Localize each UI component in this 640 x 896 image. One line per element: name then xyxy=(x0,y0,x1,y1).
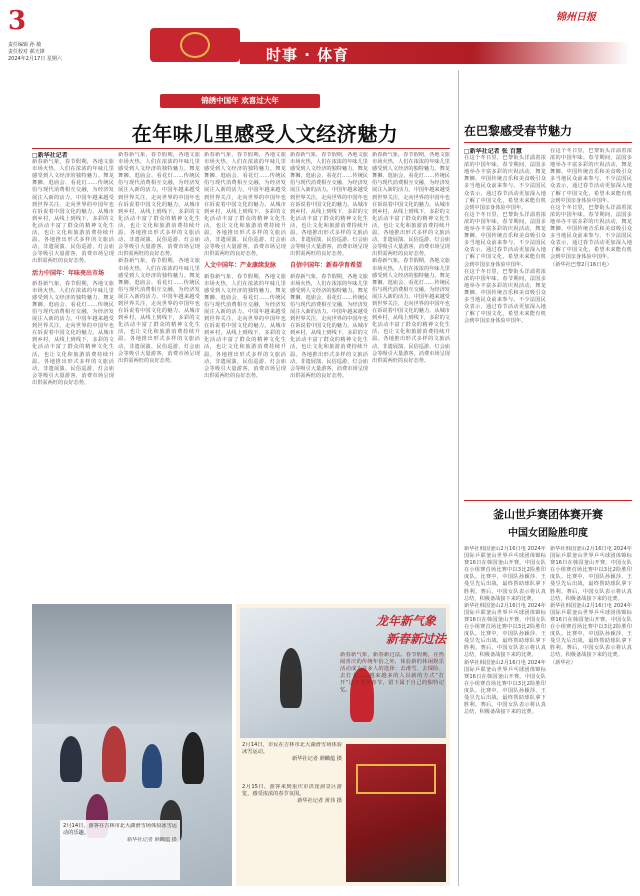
promo-block xyxy=(236,604,450,886)
divider xyxy=(464,142,632,143)
feature-ribbon: 锦绣中国年 欢喜过大年 xyxy=(160,94,320,108)
sports-title: 釜山世乒赛团体赛开赛 xyxy=(493,508,603,521)
photo-caption: 2月14日，游客在吉林市北大湖滑雪场体验冰雪运动的乐趣。 新华社记者 颜麟蕴 摄 xyxy=(60,820,180,880)
sports-col-1: 新华社韩国釜山2月16日电 2024年国际乒联釜山世界乒乓球团体锦标赛16日在韩国釜山开赛。中国女队在小组赛首场比赛中以3比2险胜印度队。比赛中，中国队孙颖莎、王曼昱先后出战，最终帮助球队拿下胜利。赛后，中国女队表示将认真总结，积极备战接下来的比赛。 新华社韩国釜山2月16日电 2024年国际乒联釜山世界乒乓球团体锦标赛16日在韩国釜山开赛。中国女队在小组赛首场比赛中以3比2险胜印度队。比赛中，中国队孙颖莎、王曼昱先后出战，最终帮助球队拿下胜利。赛后，中国女队表示将认真总结，积极备战接下来的比赛。 新华社韩国釜山2月16日电 2024年国际乒联釜山世界乒乓球团体锦标赛16日在韩国釜山开赛。中国女队在小组赛首场比赛中以3比2险胜印度队。比赛中，中国队孙颖莎、王曼昱先后出战，最终帮助球队拿下胜利。赛后，中国女队表示将认真总结，积极备战接下来的比赛。 xyxy=(464,546,546,716)
feature-column-4: 新春新气象，春节假期，各地文旅市场火热，人们在浓浓的年味儿里感受到人文经济的独特魅力。舞龙舞狮、逛庙会、看花灯……传统民俗与现代消费相互交融，为经济发展注入新的活力。中国年越来越受到世界关注，走向世界的中国年也在诉说着中国文化的魅力。从城市到乡村，从线上到线下，多彩的文化活动丰富了群众的精神文化生活，也让文化和旅游消费持续升温。各地推出形式多样的文旅活动，非遗展演、民俗巡游、灯会庙会等吸引大量游客，消费市场呈现出供需两旺的良好态势。 自信中国年：新春孕育希望 新春新气象，春节假期，各地文旅市场火热，人们在浓浓的年味儿里感受到人文经济的独特魅力。舞龙舞狮、逛庙会、看花灯……传统民俗与现代消费相互交融，为经济发展注入新的活力。中国年越来越受到世界关注，走向世界的中国年也在诉说着中国文化的魅力。从城市到乡村，从线上到线下，多彩的文化活动丰富了群众的精神文化生活，也让文化和旅游消费持续升温。各地推出形式多样的文旅活动，非遗展演、民俗巡游、灯会庙会等吸引大量游客，消费市场呈现出供需两旺的良好态势。 xyxy=(290,152,368,379)
promo-desc: 新春新气象，新春新过法。春节假期，在热闹喜庆的传统年俗之外，体验新的休闲娱乐活动成为许多人的选择：去滑雪、去探险、去打卡……越来越多的人以新的方式“打开”这个龙年春节，留下属于自己的独特记忆。 xyxy=(340,652,444,694)
feature-title: 在年味儿里感受人文经济魅力 xyxy=(131,122,399,146)
section-banner xyxy=(240,42,630,64)
divider xyxy=(32,148,450,149)
sports-subtitle: 中国女团险胜印度 xyxy=(508,528,588,539)
side-article-col-2: 在这个冬日里，巴黎街头洋溢着浓浓的中国年味。春节期间，法国多地举办丰富多彩的庆祝活动，舞龙舞狮、中国传统音乐和美食吸引众多当地民众前来参与。不少法国民众表示，通过春节活动更加深入地了解了中国文化，希望未来能有机会到中国亲身体验中国年。 在这个冬日里，巴黎街头洋溢着浓浓的中国年味。春节期间，法国多地举办丰富多彩的庆祝活动，舞龙舞狮、中国传统音乐和美食吸引众多当地民众前来参与。不少法国民众表示，通过春节活动更加深入地了解了中国文化，希望未来能有机会到中国亲身体验中国年。 （新华社巴黎2月16日电） xyxy=(550,148,632,268)
feature-column-3: 新春新气象，春节假期，各地文旅市场火热，人们在浓浓的年味儿里感受到人文经济的独特魅力。舞龙舞狮、逛庙会、看花灯……传统民俗与现代消费相互交融，为经济发展注入新的活力。中国年越来越受到世界关注，走向世界的中国年也在诉说着中国文化的魅力。从城市到乡村，从线上到线下，多彩的文化活动丰富了群众的精神文化生活，也让文化和旅游消费持续升温。各地推出形式多样的文旅活动，非遗展演、民俗巡游、灯会庙会等吸引大量游客，消费市场呈现出供需两旺的良好态势。 人文中国年：产业康续发脉 新春新气象，春节假期，各地文旅市场火热，人们在浓浓的年味儿里感受到人文经济的独特魅力。舞龙舞狮、逛庙会、看花灯……传统民俗与现代消费相互交融，为经济发展注入新的活力。中国年越来越受到世界关注，走向世界的中国年也在诉说着中国文化的魅力。从城市到乡村，从线上到线下，多彩的文化活动丰富了群众的精神文化生活，也让文化和旅游消费持续升温。各地推出形式多样的文旅活动，非遗展演、民俗巡游、灯会庙会等吸引大量游客，消费市场呈现出供需两旺的良好态势。 xyxy=(204,152,286,379)
dragon-seal-icon xyxy=(150,28,240,62)
feature-column-1: □新华社记者 新春新气象，春节假期，各地文旅市场火热，人们在浓浓的年味儿里感受到人文经济的独特魅力。舞龙舞狮、逛庙会、看花灯……传统民俗与现代消费相互交融，为经济发展注入新的活力。中国年越来越受到世界关注，走向世界的中国年也在诉说着中国文化的魅力。从城市到乡村，从线上到线下，多彩的文化活动丰富了群众的精神文化生活，也让文化和旅游消费持续升温。各地推出形式多样的文旅活动，非遗展演、民俗巡游、灯会庙会等吸引大量游客，消费市场呈现出供需两旺的良好态势。 活力中国年：年味亮出市场 新春新气象，春节假期，各地文旅市场火热，人们在浓浓的年味儿里感受到人文经济的独特魅力。舞龙舞狮、逛庙会、看花灯……传统民俗与现代消费相互交融，为经济发展注入新的活力。中国年越来越受到世界关注，走向世界的中国年也在诉说着中国文化的魅力。从城市到乡村，从线上到线下，多彩的文化活动丰富了群众的精神文化生活，也让文化和旅游消费持续升温。各地推出形式多样的文旅活动，非遗展演、民俗巡游、灯会庙会等吸引大量游客，消费市场呈现出供需两旺的良好态势。 xyxy=(32,152,114,386)
section-title: 时事 · 体育 xyxy=(266,46,350,64)
staff-info: 责任编辑 孙 敏 责任校对 郝天锋 2024年2月17日 星期六 xyxy=(8,42,62,62)
promo-caption-2: 2月15日，游客来到重庆市洪崖洞景区游览，感受浓浓的春节氛围。 新华社记者 黄伟 摄 xyxy=(242,784,342,805)
promo-title-2: 新春新过法 xyxy=(386,632,447,646)
divider xyxy=(464,500,632,501)
sports-col-2: 新华社韩国釜山2月16日电 2024年国际乒联釜山世界乒乓球团体锦标赛16日在韩国釜山开赛。中国女队在小组赛首场比赛中以3比2险胜印度队。比赛中，中国队孙颖莎、王曼昱先后出战，最终帮助球队拿下胜利。赛后，中国女队表示将认真总结，积极备战接下来的比赛。 新华社韩国釜山2月16日电 2024年国际乒联釜山世界乒乓球团体锦标赛16日在韩国釜山开赛。中国女队在小组赛首场比赛中以3比2险胜印度队。比赛中，中国队孙颖莎、王曼昱先后出战，最终帮助球队拿下胜利。赛后，中国女队表示将认真总结，积极备战接下来的比赛。 （新华社） xyxy=(550,546,632,666)
promo-title-1: 龙年新气象 xyxy=(376,614,437,628)
side-article-col-1: □新华社记者 张 百慧 在这个冬日里，巴黎街头洋溢着浓浓的中国年味。春节期间，法国多地举办丰富多彩的庆祝活动，舞龙舞狮、中国传统音乐和美食吸引众多当地民众前来参与。不少法国民众表示，通过春节活动更加深入地了解了中国文化，希望未来能有机会到中国亲身体验中国年。 在这个冬日里，巴黎街头洋溢着浓浓的中国年味。春节期间，法国多地举办丰富多彩的庆祝活动，舞龙舞狮、中国传统音乐和美食吸引众多当地民众前来参与。不少法国民众表示，通过春节活动更加深入地了解了中国文化，希望未来能有机会到中国亲身体验中国年。 在这个冬日里，巴黎街头洋溢着浓浓的中国年味。春节期间，法国多地举办丰富多彩的庆祝活动，舞龙舞狮、中国传统音乐和美食吸引众多当地民众前来参与。不少法国民众表示，通过春节活动更加深入地了解了中国文化，希望未来能有机会到中国亲身体验中国年。 xyxy=(464,148,546,325)
page-number: 3 xyxy=(8,6,27,36)
paper-name: 锦州日报 xyxy=(556,12,596,23)
feature-column-5: 新春新气象，春节假期，各地文旅市场火热，人们在浓浓的年味儿里感受到人文经济的独特魅力。舞龙舞狮、逛庙会、看花灯……传统民俗与现代消费相互交融，为经济发展注入新的活力。中国年越来越受到世界关注，走向世界的中国年也在诉说着中国文化的魅力。从城市到乡村，从线上到线下，多彩的文化活动丰富了群众的精神文化生活，也让文化和旅游消费持续升温。各地推出形式多样的文旅活动，非遗展演、民俗巡游、灯会庙会等吸引大量游客，消费市场呈现出供需两旺的良好态势。 新春新气象，春节假期，各地文旅市场火热，人们在浓浓的年味儿里感受到人文经济的独特魅力。舞龙舞狮、逛庙会、看花灯……传统民俗与现代消费相互交融，为经济发展注入新的活力。中国年越来越受到世界关注，走向世界的中国年也在诉说着中国文化的魅力。从城市到乡村，从线上到线下，多彩的文化活动丰富了群众的精神文化生活，也让文化和旅游消费持续升温。各地推出形式多样的文旅活动，非遗展演、民俗巡游、灯会庙会等吸引大量游客，消费市场呈现出供需两旺的良好态势。 xyxy=(372,152,450,364)
feature-column-2: 新春新气象，春节假期，各地文旅市场火热，人们在浓浓的年味儿里感受到人文经济的独特魅力。舞龙舞狮、逛庙会、看花灯……传统民俗与现代消费相互交融，为经济发展注入新的活力。中国年越来越受到世界关注，走向世界的中国年也在诉说着中国文化的魅力。从城市到乡村，从线上到线下，多彩的文化活动丰富了群众的精神文化生活，也让文化和旅游消费持续升温。各地推出形式多样的文旅活动，非遗展演、民俗巡游、灯会庙会等吸引大量游客，消费市场呈现出供需两旺的良好态势。 新春新气象，春节假期，各地文旅市场火热，人们在浓浓的年味儿里感受到人文经济的独特魅力。舞龙舞狮、逛庙会、看花灯……传统民俗与现代消费相互交融，为经济发展注入新的活力。中国年越来越受到世界关注，走向世界的中国年也在诉说着中国文化的魅力。从城市到乡村，从线上到线下，多彩的文化活动丰富了群众的精神文化生活，也让文化和旅游消费持续升温。各地推出形式多样的文旅活动，非遗展演、民俗巡游、灯会庙会等吸引大量游客，消费市场呈现出供需两旺的良好态势。 xyxy=(118,152,200,364)
column-rule xyxy=(458,70,459,886)
side-article-title: 在巴黎感受春节魅力 xyxy=(464,124,573,138)
promo-caption-1: 2月14日，市民在吉林市北大湖滑雪场体验冰雪运动。 新华社记者 颜麟蕴 摄 xyxy=(242,742,342,763)
promo-photo-street xyxy=(346,744,446,882)
